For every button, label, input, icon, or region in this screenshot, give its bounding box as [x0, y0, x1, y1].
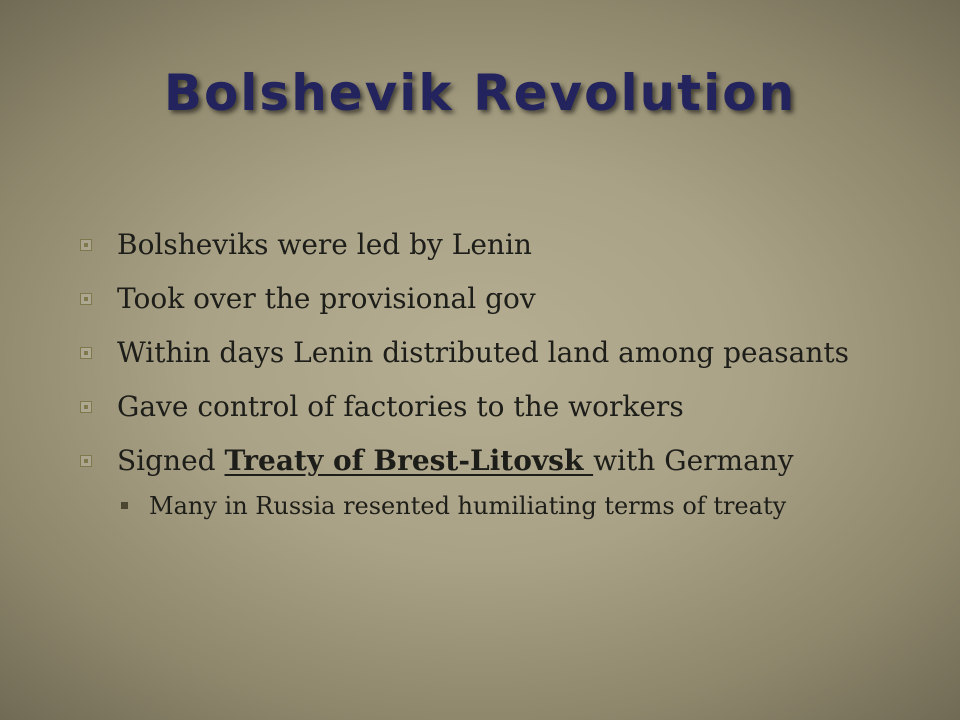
bullet-text-suffix: with Germany: [593, 444, 794, 477]
treaty-name-emphasis: Treaty of Brest-Litovsk: [224, 444, 594, 477]
square-bullet-icon: [80, 347, 92, 359]
bullet-item: [80, 226, 910, 264]
bullet-text: Gave control of factories to the workers: [117, 390, 684, 423]
bullet-text: Took over the provisional gov: [117, 282, 536, 315]
slide-title: Bolshevik Revolution: [163, 64, 797, 122]
sub-bullet-item: [117, 490, 910, 522]
square-bullet-icon: [80, 293, 92, 305]
square-bullet-icon: [80, 239, 92, 251]
square-bullet-icon: [80, 401, 92, 413]
bullet-text: Bolsheviks were led by Lenin: [117, 228, 532, 261]
bullet-text: Within days Lenin distributed land among peasants: [117, 336, 850, 369]
sub-bullet-text: Many in Russia resented humiliating terms of treaty: [149, 492, 787, 520]
bullet-item: [80, 442, 910, 480]
bullet-item: [80, 280, 910, 318]
bullet-item: [80, 334, 910, 372]
bullet-list: [80, 226, 910, 522]
small-square-bullet-icon: [121, 502, 128, 509]
bullet-text-prefix: Signed: [117, 444, 225, 477]
square-bullet-icon: [80, 455, 92, 467]
bullet-item: [80, 388, 910, 426]
